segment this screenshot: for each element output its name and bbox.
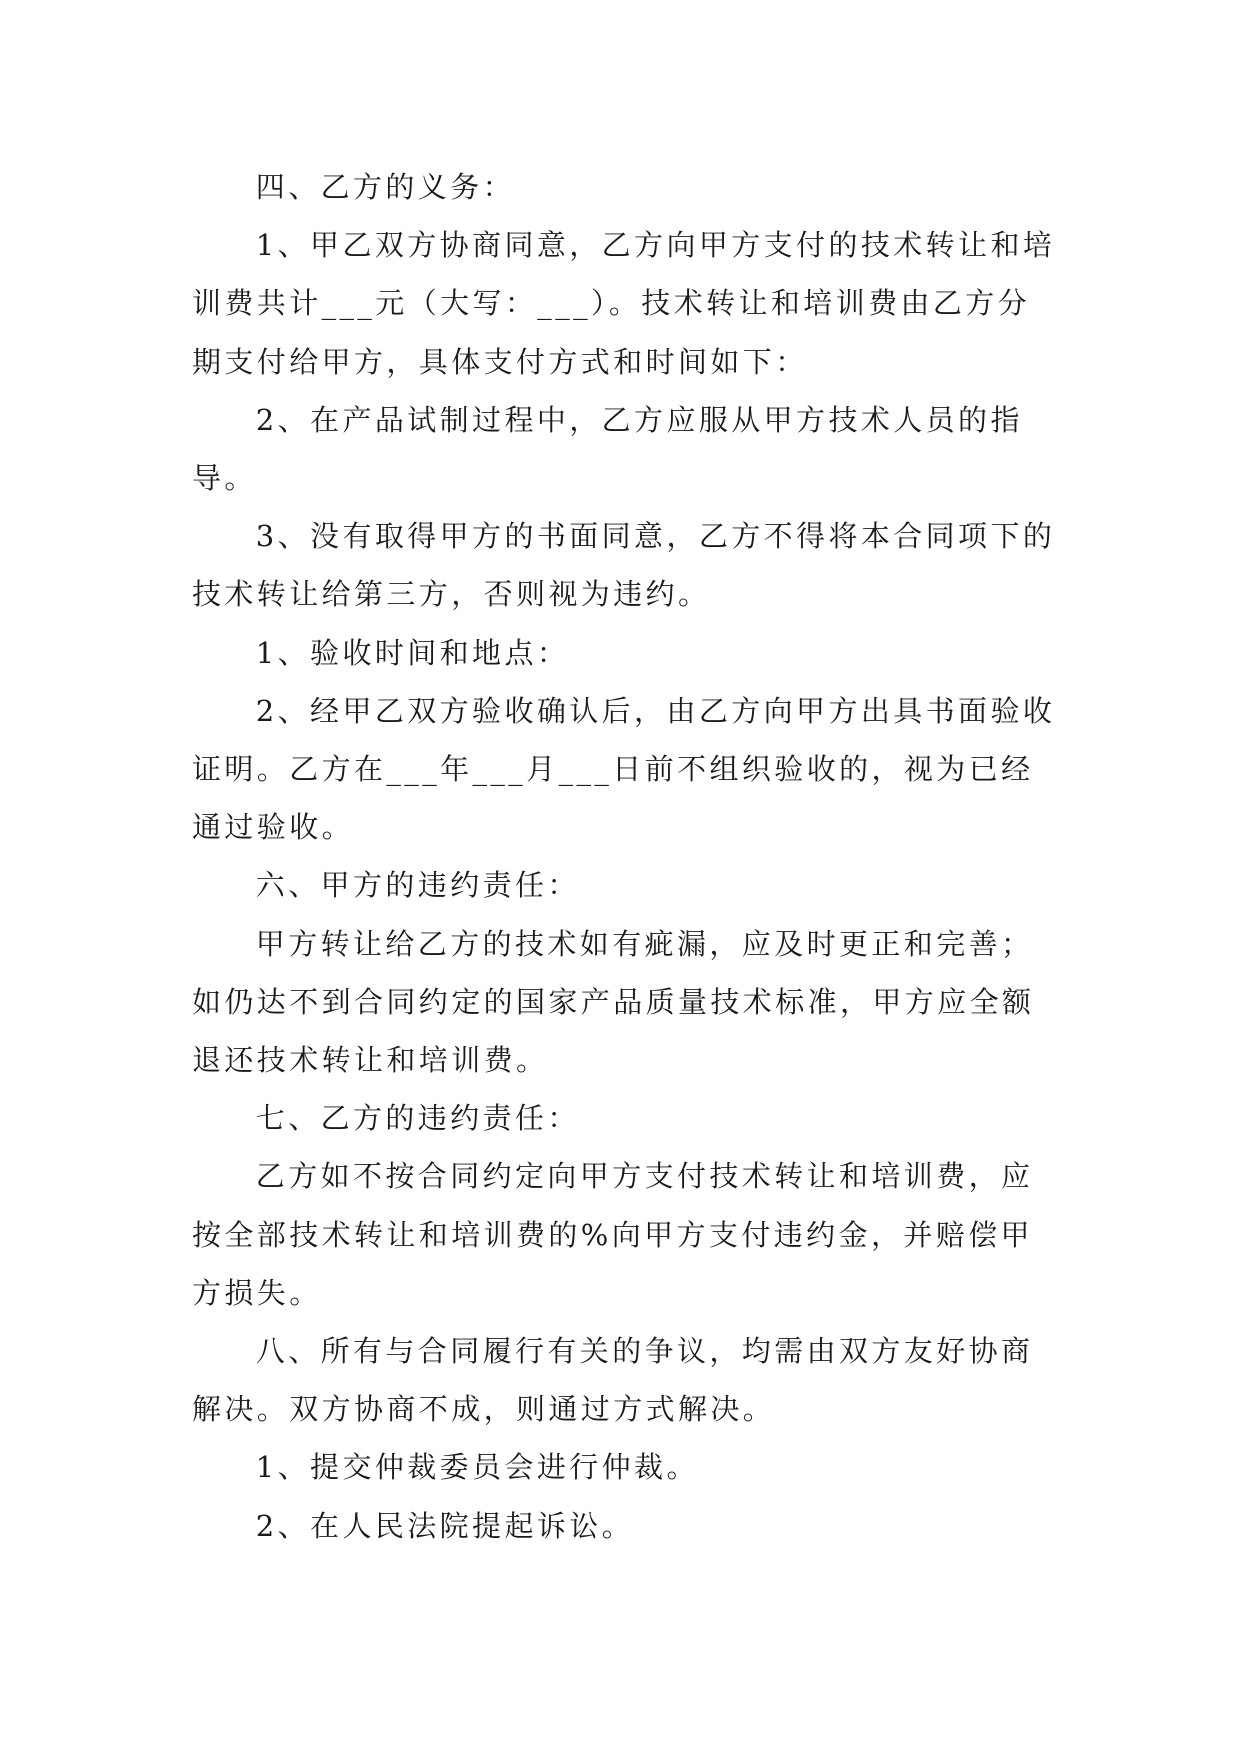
clause-guidance: 2、在产品试制过程中，乙方应服从甲方技术人员的指导。	[192, 402, 1023, 496]
clause-no-transfer: 3、没有取得甲方的书面同意，乙方不得将本合同项下的技术转让给第三方，否则视为违约。	[192, 519, 1056, 612]
clause-acceptance-certificate: 2、经甲乙双方验收确认后，由乙方向甲方出具书面验收证明。乙方在___年___月___日前不组织验收的，视为已经通过验收。	[192, 693, 1056, 845]
clause-litigation: 2、在人民法院提起诉讼。	[255, 1508, 635, 1543]
section-heading-party-b-liability: 七、乙方的违约责任：	[255, 1101, 580, 1136]
clause-arbitration: 1、提交仲裁委员会进行仲裁。	[255, 1450, 699, 1485]
document-body	[192, 158, 1058, 1555]
section-heading-obligations-party-b: 四、乙方的义务：	[255, 170, 515, 204]
clause-payment: 1、甲乙双方协商同意，乙方向甲方支付的技术转让和培训费共计___元（大写：___）。技术转让和培训费由乙方分期支付给甲方，具体支付方式和时间如下：	[192, 228, 1056, 379]
clause-party-a-liability: 甲方转让给乙方的技术如有疵漏，应及时更正和完善；如仍达不到合同约定的国家产品质量技术标准，甲方应全额退还技术转让和培训费。	[192, 926, 1035, 1078]
section-heading-party-a-liability: 六、甲方的违约责任：	[255, 868, 580, 903]
clause-acceptance-time-place: 1、验收时间和地点：	[255, 635, 570, 670]
section-heading-disputes: 八、所有与合同履行有关的争议，均需由双方友好协商解决。双方协商不成，则通过方式解决。	[192, 1334, 1034, 1427]
clause-party-b-liability: 乙方如不按合同约定向甲方支付技术转让和培训费，应按全部技术转让和培训费的%向甲方支付违约金，并赔偿甲方损失。	[192, 1159, 1034, 1310]
